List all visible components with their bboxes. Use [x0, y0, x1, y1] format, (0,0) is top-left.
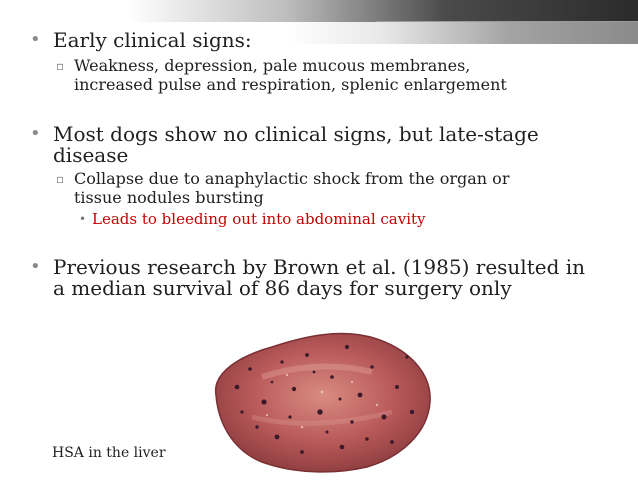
sub-bullet-dot: ▫: [56, 59, 65, 73]
title-bar-rule: [376, 21, 638, 22]
bullet-2-line-2: disease: [53, 143, 129, 167]
liver-illustration: [202, 317, 435, 476]
bullet-1-text: Early clinical signs:: [53, 28, 252, 52]
title-bar-dark-band: [0, 0, 638, 22]
bullet-dot: •: [30, 29, 41, 50]
image-caption: HSA in the liver: [52, 445, 166, 461]
bullet-dot: •: [30, 256, 41, 277]
bullet-2-sub-1-sub-1-text: Leads to bleeding out into abdominal cavity: [92, 210, 426, 228]
bullet-3-line-1: Previous research by Brown et al. (1985) resulted in: [53, 255, 586, 279]
sub-bullet-dot: ▫: [56, 172, 65, 186]
bullet-2-line-1: Most dogs show no clinical signs, but late-stage: [53, 122, 539, 146]
bullet-3-line-2: a median survival of 86 days for surgery only: [53, 276, 512, 300]
bullet-2-sub-1-line-2: tissue nodules bursting: [74, 188, 264, 207]
bullet-1-sub-1-line-1: Weakness, depression, pale mucous membranes,: [74, 56, 471, 75]
bullet-1-sub-1-line-2: increased pulse and respiration, splenic enlargement: [74, 75, 507, 94]
bullet-dot: •: [30, 123, 41, 144]
liver-photo: [202, 317, 435, 476]
sub-sub-bullet-dot: •: [79, 212, 87, 226]
bullet-2-sub-1-line-1: Collapse due to anaphylactic shock from the organ or: [74, 169, 510, 188]
